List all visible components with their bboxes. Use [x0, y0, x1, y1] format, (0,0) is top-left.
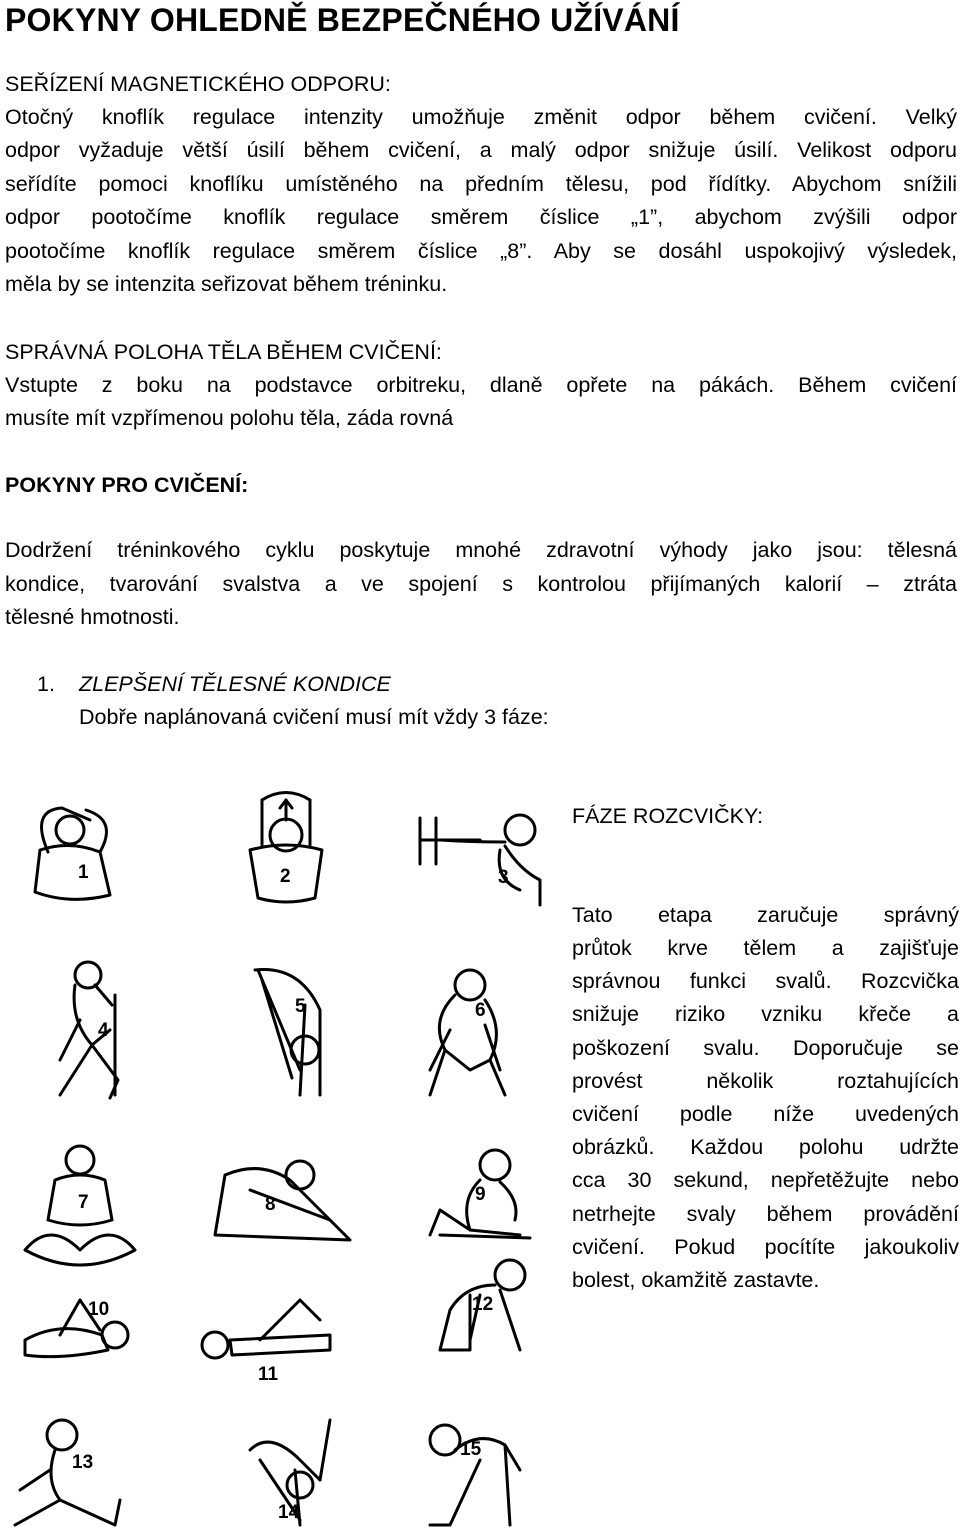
- paragraph-line: seřídíte pomoci knoflíku umístěného na předním tělesu, pod řídítky. Abychom snížili: [5, 172, 957, 196]
- warmup-line: provést několik roztahujících: [572, 1069, 959, 1093]
- stretch-figure-4: [60, 962, 118, 1098]
- warmup-line: cvičení podle níže uvedených: [572, 1102, 959, 1126]
- page-title: POKYNY OHLEDNĚ BEZPEČNÉHO UŽÍVÁNÍ: [5, 2, 680, 38]
- list-item-title: ZLEPŠENÍ TĚLESNÉ KONDICE: [79, 672, 391, 696]
- figure-label-14: 14: [278, 1502, 300, 1523]
- figure-label-15: 15: [460, 1439, 482, 1460]
- warmup-heading: FÁZE ROZCVIČKY:: [572, 804, 764, 828]
- stretch-figure-5: [255, 970, 320, 1096]
- stretch-figure-6: [430, 970, 505, 1095]
- figure-label-11: 11: [258, 1364, 279, 1385]
- figure-label-10: 10: [88, 1299, 110, 1320]
- stretch-figure-10: [25, 1300, 128, 1357]
- paragraph-line: odpor pootočíme knoflík regulace směrem číslice „1”, abychom zvýšili odpor: [5, 205, 957, 229]
- warmup-line: cca 30 sekund, nepřetěžujte nebo: [572, 1168, 959, 1192]
- list-item-subtitle: Dobře naplánovaná cvičení musí mít vždy 3 fáze:: [79, 705, 549, 729]
- paragraph-line: Vstupte z boku na podstavce orbitreku, dlaně opřete na pákách. Během cvičení: [5, 373, 957, 397]
- list-number: 1.: [37, 672, 55, 696]
- paragraph-line: musíte mít vzpřímenou polohu těla, záda rovná: [5, 406, 454, 430]
- figure-label-13: 13: [72, 1452, 94, 1473]
- warmup-line: netrhejte svaly během provádění: [572, 1202, 959, 1226]
- section-heading-exercise: POKYNY PRO CVIČENÍ:: [5, 473, 249, 497]
- figure-label-2: 2: [280, 866, 291, 887]
- stretch-figure-1: [35, 808, 110, 899]
- stretch-figure-13: [15, 1420, 120, 1525]
- warmup-line: průtok krve tělem a zajišťuje: [572, 936, 959, 960]
- figure-label-12: 12: [472, 1294, 494, 1315]
- paragraph-line: Otočný knoflík regulace intenzity umožňuje změnit odpor během cvičení. Velký: [5, 105, 957, 129]
- paragraph-line: kondice, tvarování svalstva a ve spojení s kontrolou přijímaných kalorií – ztráta: [5, 572, 957, 596]
- warmup-line: obrázků. Každou polohu udržte: [572, 1135, 959, 1159]
- section-heading-posture: SPRÁVNÁ POLOHA TĚLA BĚHEM CVIČENÍ:: [5, 340, 442, 364]
- figure-label-7: 7: [78, 1192, 89, 1213]
- paragraph-line: měla by se intenzita seřizovat během tréninku.: [5, 272, 448, 296]
- stretching-exercises-illustration: [0, 780, 560, 1540]
- paragraph-line: Dodržení tréninkového cyklu poskytuje mnohé zdravotní výhody jako jsou: tělesná: [5, 538, 957, 562]
- section-heading-resistance: SEŘÍZENÍ MAGNETICKÉHO ODPORU:: [5, 72, 391, 96]
- paragraph-line: pootočíme knoflík regulace směrem číslice „8”. Aby se dosáhl uspokojivý výsledek,: [5, 239, 957, 263]
- warmup-line: správnou funkci svalů. Rozcvička: [572, 969, 959, 993]
- figure-label-9: 9: [475, 1184, 486, 1205]
- figure-label-5: 5: [295, 996, 306, 1017]
- stretch-figure-3: [420, 815, 540, 905]
- paragraph-line: tělesné hmotnosti.: [5, 605, 180, 629]
- warmup-line: Tato etapa zaručuje správný: [572, 903, 959, 927]
- figure-label-8: 8: [265, 1194, 276, 1215]
- warmup-line: bolest, okamžitě zastavte.: [572, 1268, 820, 1292]
- warmup-line: poškození svalu. Doporučuje se: [572, 1036, 959, 1060]
- warmup-line: cvičení. Pokud pocítíte jakoukoliv: [572, 1235, 959, 1259]
- paragraph-line: odpor vyžaduje větší úsilí během cvičení, a malý odpor snižuje úsilí. Velikost odporu: [5, 138, 957, 162]
- warmup-line: snižuje riziko vzniku křeče a: [572, 1002, 959, 1026]
- figure-label-1: 1: [78, 862, 89, 883]
- stretch-figure-11: [202, 1300, 330, 1358]
- figure-label-3: 3: [498, 867, 509, 888]
- figure-label-4: 4: [98, 1020, 109, 1041]
- figure-label-6: 6: [475, 1000, 486, 1021]
- stretch-figure-8: [215, 1161, 350, 1240]
